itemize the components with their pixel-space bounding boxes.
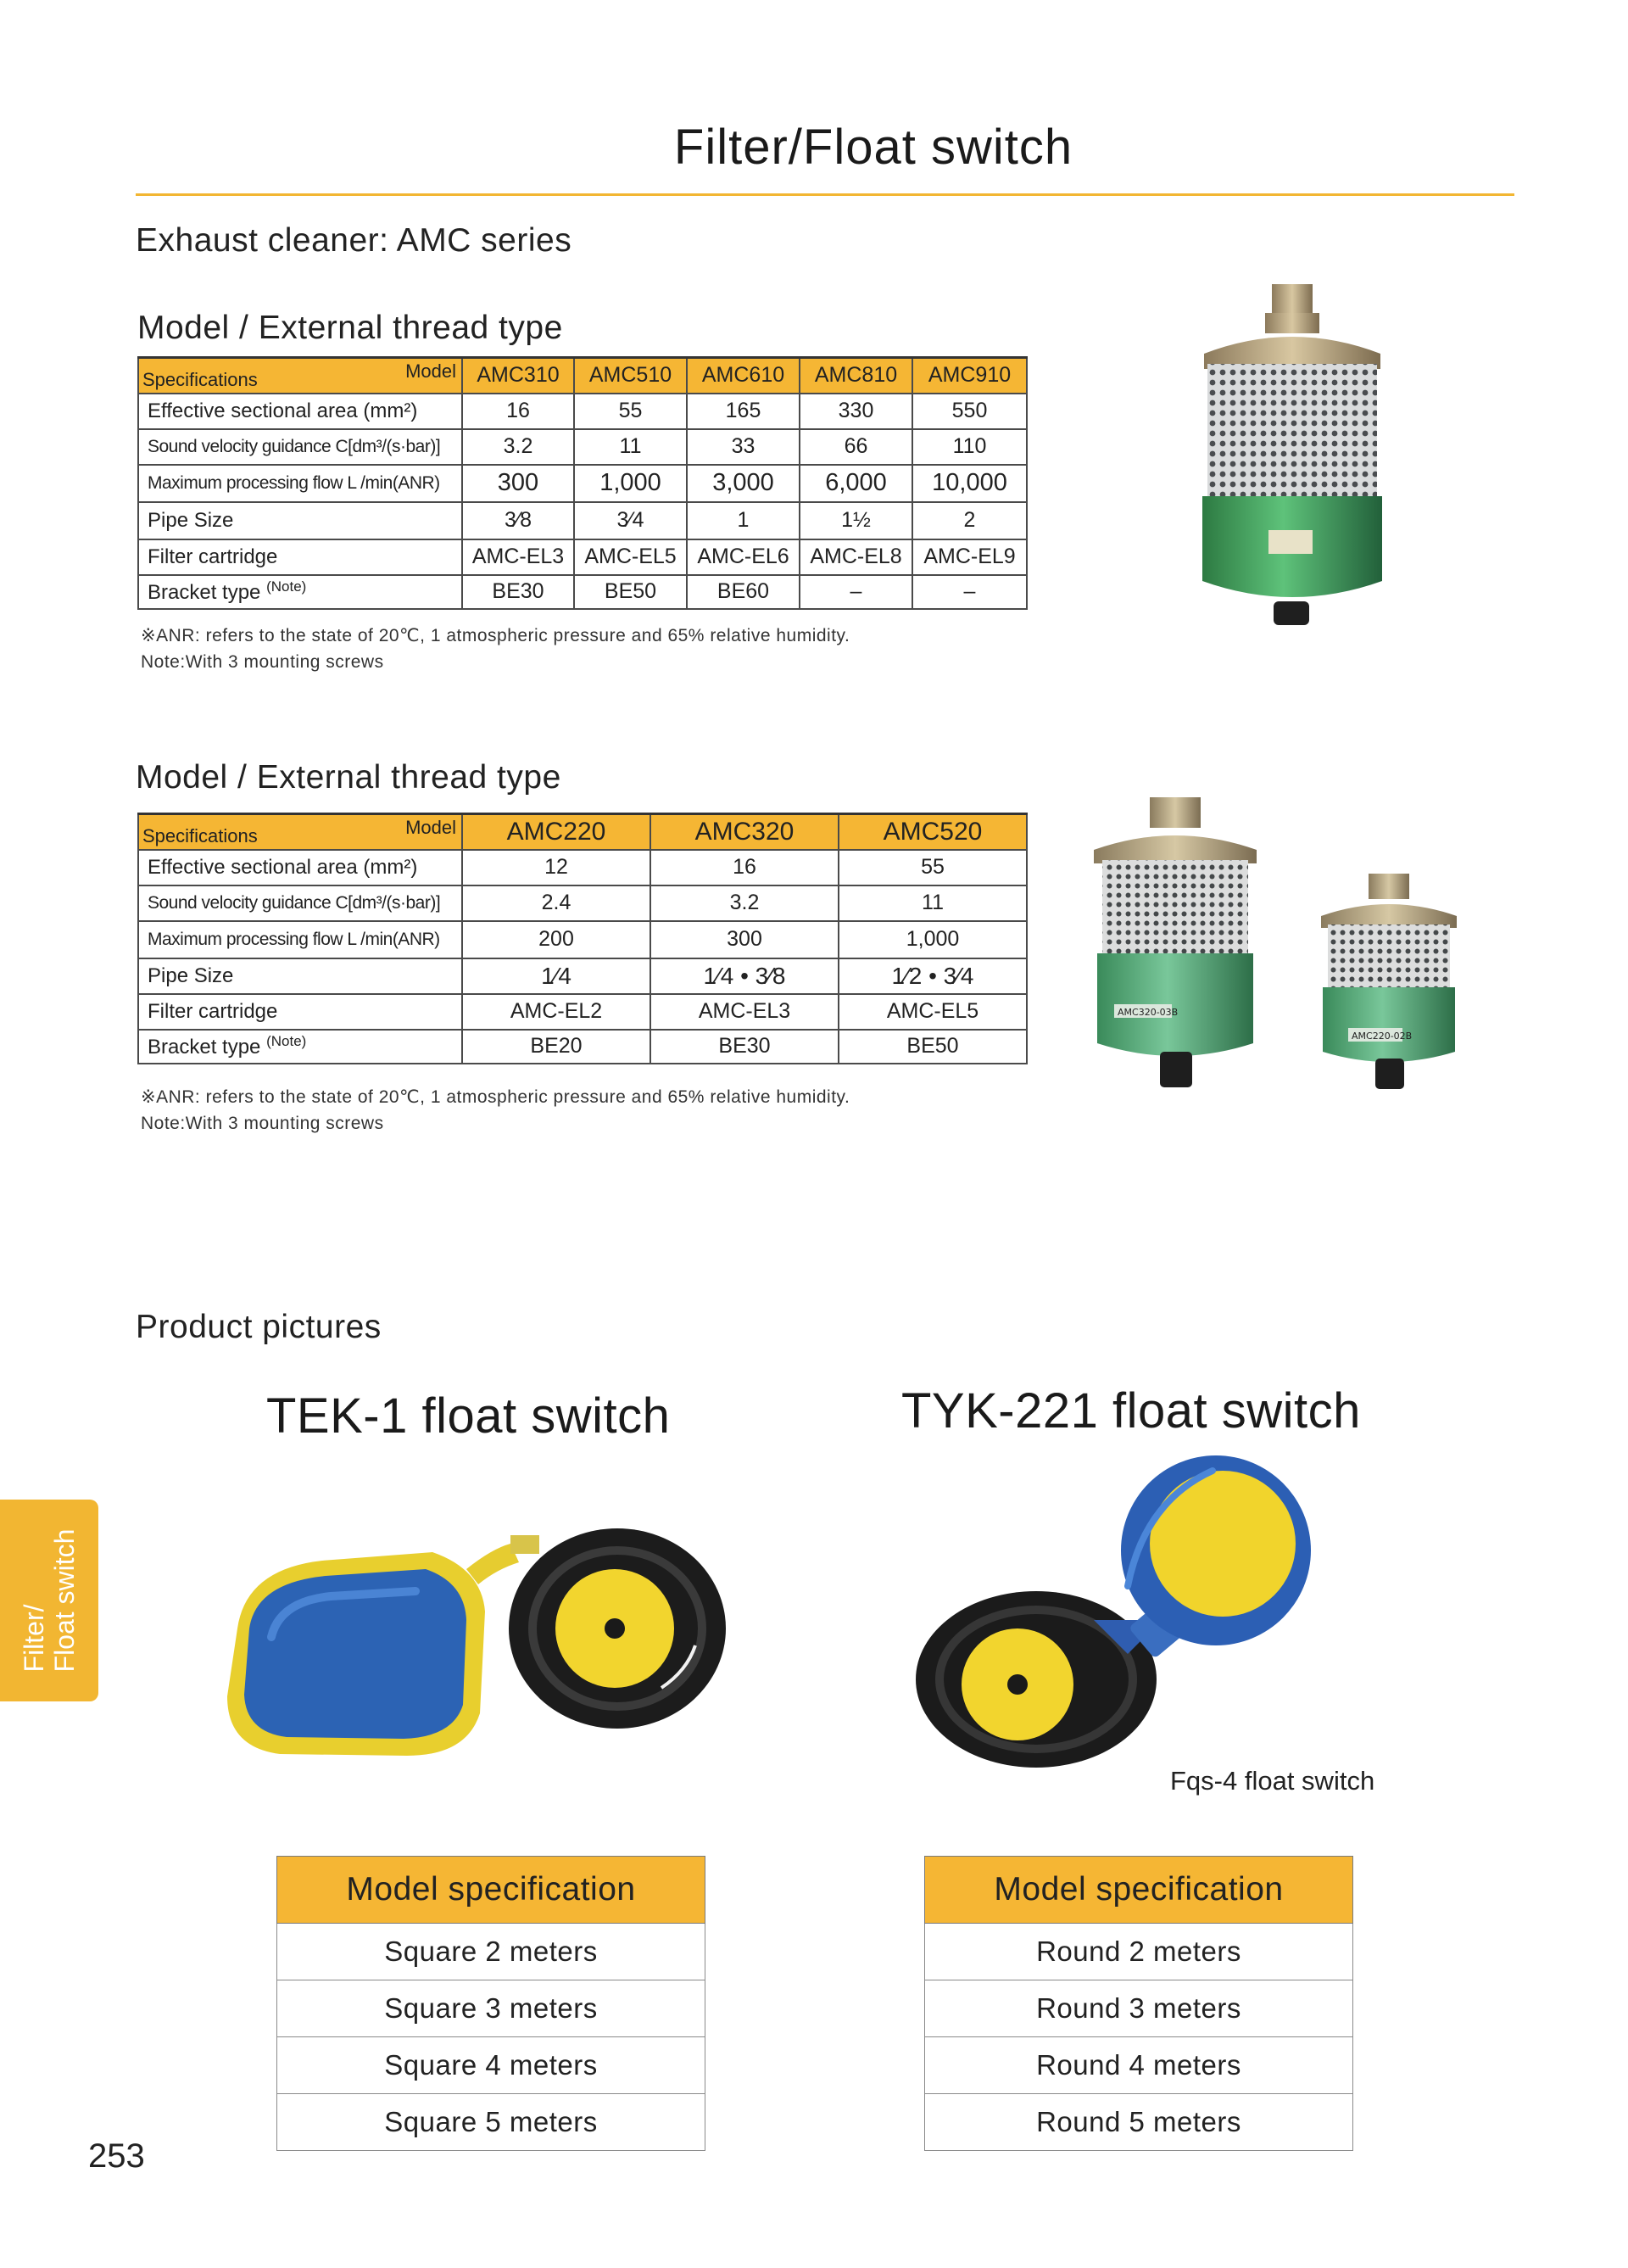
- tek-1-title: TEK-1 float switch: [266, 1388, 671, 1444]
- table-corner-cell: [138, 814, 462, 850]
- model-header: AMC310: [462, 358, 574, 394]
- model-header: AMC220: [462, 814, 650, 850]
- table-cell: 165: [687, 394, 800, 429]
- table-row: [138, 429, 1027, 465]
- table-cell: 11: [839, 885, 1027, 921]
- table2-heading: Model / External thread type: [136, 759, 561, 796]
- table-cell: AMC-EL6: [687, 539, 800, 575]
- model-header: AMC810: [800, 358, 912, 394]
- product-label: AMC220-02B: [1352, 1031, 1413, 1042]
- table-cell: 550: [912, 394, 1027, 429]
- table-cell: –: [912, 575, 1027, 609]
- side-tab-line1: Filter/: [19, 1604, 49, 1673]
- row-label-text: Bracket type: [148, 581, 261, 604]
- table-cell: AMC-EL3: [462, 539, 574, 575]
- tek-1-model-spec-table: [276, 1856, 705, 2151]
- table-cell: 330: [800, 394, 912, 429]
- table-cell: 55: [574, 394, 687, 429]
- table-cell: AMC-EL5: [839, 994, 1027, 1030]
- model-spec-item: Round 4 meters: [925, 2037, 1353, 2094]
- tyk-221-title: TYK-221 float switch: [901, 1383, 1361, 1438]
- table-cell: BE60: [687, 575, 800, 609]
- table-cell: 3⁄4: [574, 502, 687, 539]
- corner-model: Model: [405, 817, 456, 838]
- side-tab-line2: Float switch: [49, 1528, 80, 1673]
- table-row: [138, 921, 1027, 958]
- fqs-4-caption: Fqs-4 float switch: [1170, 1766, 1375, 1796]
- table-row: [138, 539, 1027, 575]
- corner-specifications: Specifications: [142, 368, 258, 390]
- table-cell: 2: [912, 502, 1027, 539]
- title-rule: [136, 193, 1514, 196]
- mounting-note: Note:With 3 mounting screws: [141, 1114, 384, 1133]
- table-cell: 12: [462, 850, 650, 885]
- row-label: Pipe Size: [138, 958, 462, 994]
- page-number: 253: [88, 2137, 145, 2175]
- table-cell: BE50: [839, 1030, 1027, 1064]
- side-tab-label: [19, 1529, 80, 1673]
- product-label: AMC320-03B: [1118, 1007, 1179, 1018]
- table-cell: 6,000: [800, 465, 912, 502]
- table-corner-cell: [138, 358, 462, 394]
- table-row: [138, 1030, 1027, 1064]
- table-cell: 1,000: [574, 465, 687, 502]
- row-label: Effective sectional area (mm²): [138, 394, 462, 429]
- model-spec-item: Square 4 meters: [277, 2037, 705, 2094]
- row-label: [138, 575, 462, 609]
- table-row: [138, 885, 1027, 921]
- row-label: Filter cartridge: [138, 539, 462, 575]
- table-cell: 3⁄8: [462, 502, 574, 539]
- table-cell: 66: [800, 429, 912, 465]
- model-spec-item: Square 5 meters: [277, 2094, 705, 2151]
- tyk-221-model-spec-table: [924, 1856, 1353, 2151]
- table-cell: 1⁄4: [462, 958, 650, 994]
- table-cell: 3,000: [687, 465, 800, 502]
- table-cell: 200: [462, 921, 650, 958]
- table-cell: AMC-EL8: [800, 539, 912, 575]
- table-cell: BE30: [462, 575, 574, 609]
- table-row: [138, 394, 1027, 429]
- table-cell: 3.2: [650, 885, 839, 921]
- table-row: [138, 958, 1027, 994]
- row-label: Maximum processing flow L /min(ANR): [138, 465, 462, 502]
- exhaust-cleaner-image: [1187, 276, 1408, 649]
- model-header: AMC610: [687, 358, 800, 394]
- row-label: Filter cartridge: [138, 994, 462, 1030]
- model-header: AMC320: [650, 814, 839, 850]
- table-cell: 2.4: [462, 885, 650, 921]
- table-cell: 16: [462, 394, 574, 429]
- table-cell: 110: [912, 429, 1027, 465]
- note-ref: (Note): [266, 578, 307, 595]
- table-cell: 1: [687, 502, 800, 539]
- model-spec-header: Model specification: [277, 1857, 705, 1924]
- table-cell: AMC-EL5: [574, 539, 687, 575]
- table-cell: BE50: [574, 575, 687, 609]
- model-spec-header: Model specification: [925, 1857, 1353, 1924]
- table-cell: 300: [650, 921, 839, 958]
- section-title: Exhaust cleaner: AMC series: [136, 222, 572, 259]
- table-cell: 1⁄2 • 3⁄4: [839, 958, 1027, 994]
- table-row: [138, 465, 1027, 502]
- table-cell: 10,000: [912, 465, 1027, 502]
- table-cell: BE20: [462, 1030, 650, 1064]
- row-label: Maximum processing flow L /min(ANR): [138, 921, 462, 958]
- table-row: [138, 575, 1027, 609]
- table1-heading: Model / External thread type: [137, 310, 563, 346]
- model-spec-item: Square 3 meters: [277, 1980, 705, 2037]
- spec-table-amc310-910: [137, 356, 1028, 610]
- row-label: [138, 1030, 462, 1064]
- table-cell: 300: [462, 465, 574, 502]
- table-row: [138, 850, 1027, 885]
- row-label: Sound velocity guidance C[dm³/(s·bar)]: [138, 885, 462, 921]
- corner-model: Model: [405, 360, 456, 382]
- model-header: AMC910: [912, 358, 1027, 394]
- table-cell: AMC-EL9: [912, 539, 1027, 575]
- model-spec-item: Round 5 meters: [925, 2094, 1353, 2151]
- row-label: Pipe Size: [138, 502, 462, 539]
- table-cell: 3.2: [462, 429, 574, 465]
- table-cell: BE30: [650, 1030, 839, 1064]
- product-pictures-heading: Product pictures: [136, 1309, 382, 1345]
- table-cell: 1½: [800, 502, 912, 539]
- model-spec-item: Square 2 meters: [277, 1924, 705, 1980]
- exhaust-cleaner-pair-image: [1077, 797, 1501, 1137]
- row-label: Sound velocity guidance C[dm³/(s·bar)]: [138, 429, 462, 465]
- table-cell: 1⁄4 • 3⁄8: [650, 958, 839, 994]
- table-row: [138, 502, 1027, 539]
- row-label: Effective sectional area (mm²): [138, 850, 462, 885]
- model-header: AMC520: [839, 814, 1027, 850]
- mounting-note: Note:With 3 mounting screws: [141, 652, 384, 672]
- table-cell: AMC-EL2: [462, 994, 650, 1030]
- anr-note: ※ANR: refers to the state of 20℃, 1 atmospheric pressure and 65% relative humidity.: [141, 1087, 850, 1107]
- model-header: AMC510: [574, 358, 687, 394]
- table-cell: 33: [687, 429, 800, 465]
- anr-note: ※ANR: refers to the state of 20℃, 1 atmospheric pressure and 65% relative humidity.: [141, 626, 850, 645]
- tyk-221-float-switch-image: [907, 1450, 1365, 1790]
- note-ref: (Note): [266, 1033, 307, 1049]
- table-cell: 55: [839, 850, 1027, 885]
- model-spec-item: Round 3 meters: [925, 1980, 1353, 2037]
- model-spec-item: Round 2 meters: [925, 1924, 1353, 1980]
- table-cell: AMC-EL3: [650, 994, 839, 1030]
- side-tab-filter-float-switch[interactable]: [0, 1500, 98, 1701]
- page-title: Filter/Float switch: [673, 120, 1073, 175]
- tek-1-float-switch-image: [212, 1501, 738, 1781]
- table-row: [138, 994, 1027, 1030]
- row-label-text: Bracket type: [148, 1036, 261, 1059]
- spec-table-amc220-520: [137, 813, 1028, 1064]
- table-cell: 16: [650, 850, 839, 885]
- corner-specifications: Specifications: [142, 824, 258, 846]
- table-cell: 11: [574, 429, 687, 465]
- table-cell: –: [800, 575, 912, 609]
- table-cell: 1,000: [839, 921, 1027, 958]
